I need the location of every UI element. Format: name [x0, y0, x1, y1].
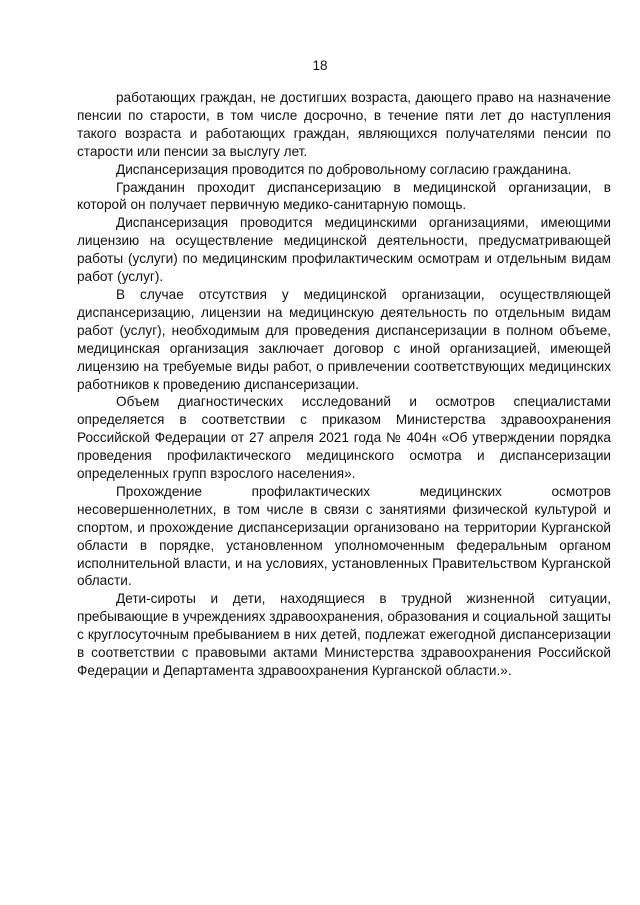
paragraph-orphans-examinations: Дети-сироты и дети, находящиеся в трудной жизненной ситуации, пребывающие в учреждениях здравоохранения, образования и социальной защиты с круглосуточным пребыванием в них детей, подлежат ежегодной диспансеризации в соответствии с правовыми актами Министерства здравоохранения Российской Федерации и Департамента здравоохранения Курганской области.». — [77, 591, 611, 678]
paragraph-primary-care-organization: Гражданин проходит диспансеризацию в медицинской организации, в которой он получает первичную медико-санитарную помощь. — [77, 179, 611, 213]
paragraph-voluntary-consent: Диспансеризация проводится по добровольному согласию гражданина. — [116, 161, 572, 177]
page-number: 18 — [312, 58, 328, 73]
paragraph-licensed-organizations: Диспансеризация проводится медицинскими организациями, имеющими лицензию на осуществление медицинской деятельности, предусматривающей работы (услуги) по медицинским профилактическим осмотрам и отдельным видам работ (услуг). — [77, 215, 611, 285]
document-body — [77, 89, 611, 680]
paragraph-minors-examinations: Прохождение профилактических медицинских осмотров несовершеннолетних, в том числе в связи с занятиями физической культурой и спортом, и прохождение диспансеризации организовано на территории Курганской области в порядке, установленном уполномоченным федеральным органом исполнительной власти, и на условиях, установленных Правительством Курганской области. — [77, 483, 611, 589]
paragraph-scope-of-examinations: Объем диагностических исследований и осмотров специалистами определяется в соответствии с приказом Министерства здравоохранения Российской Федерации от 27 апреля 2021 года № 404н «Об утверждении порядка проведения профилактического медицинского осмотра и диспансеризации определенных групп взрослого населения». — [77, 394, 611, 482]
paragraph-continuation: работающих граждан, не достигших возраста, дающего право на назначение пенсии по старости, в том числе досрочно, в течение пяти лет до наступления такого возраста и работающих граждан, являющихся получателями пенсии по старости или пенсии за выслугу лет. — [77, 90, 611, 159]
paragraph-absence-of-license: В случае отсутствия у медицинской организации, осуществляющей диспансеризацию, лицензии на медицинскую деятельность по отдельным видам работ (услуг), необходимым для проведения диспансеризации в полном объеме, медицинская организация заключает договор с иной организацией, имеющей лицензию на требуемые виды работ, о привлечении соответствующих медицинских работников к проведению диспансеризации. — [77, 286, 611, 392]
